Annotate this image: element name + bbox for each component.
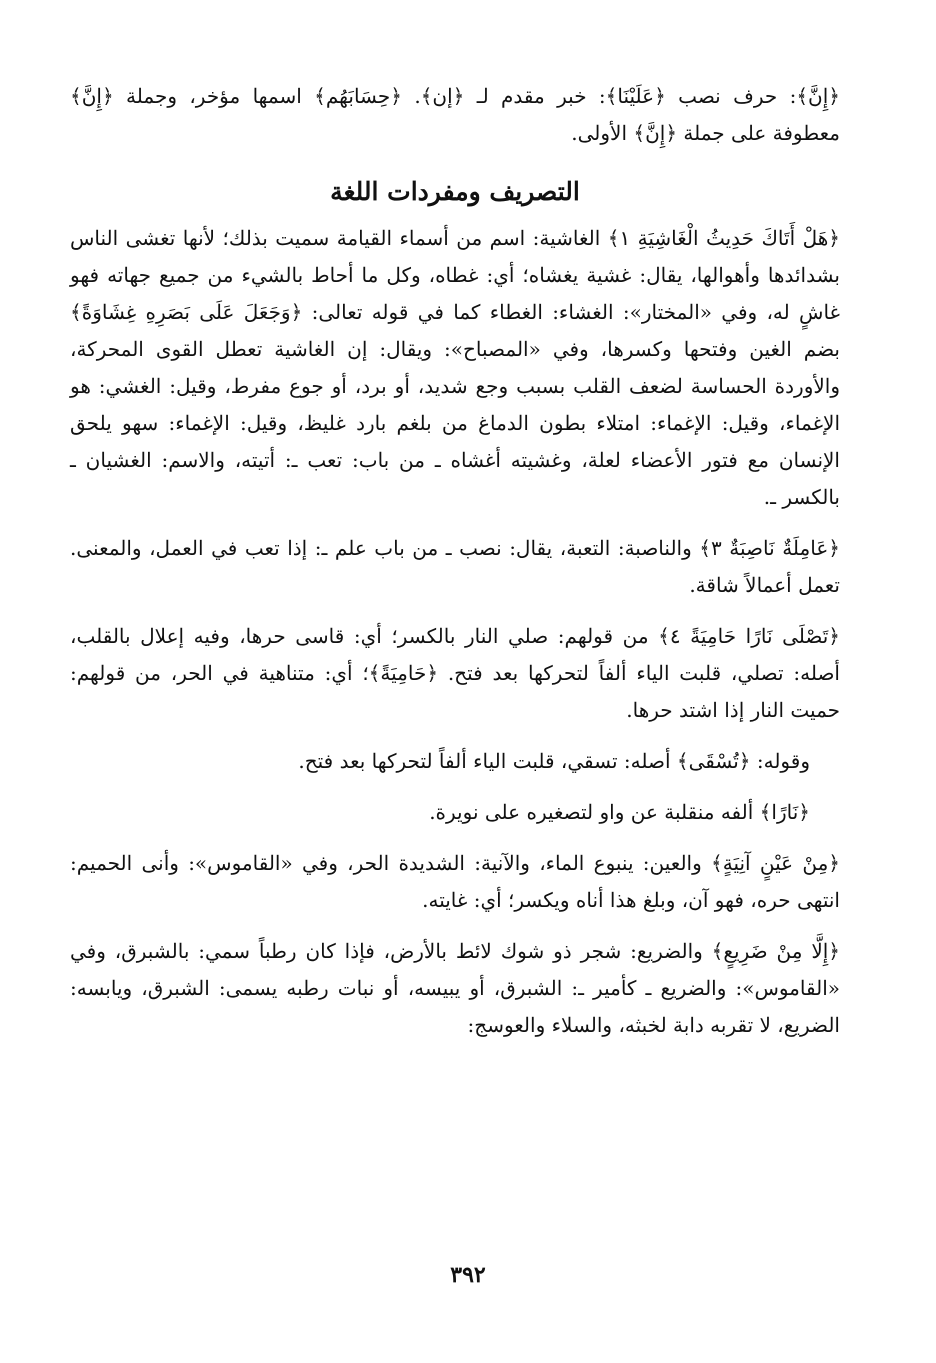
- paragraph-dari: ﴿إِلَّا مِنْ ضَرِيعٍ﴾ والضريع: شجر ذو شوك لائط بالأرض، فإذا كان رطباً سمي: بالشبرق، وفي «القاموس»: والضريع ـ كأمير ـ: الشبرق، أو يبيسه، أو نبات رطبه يسمى: الشبرق، ويابسه: الضريع، لا تقربه دابة لخبثه، والسلاء والعوسج:: [70, 939, 840, 1037]
- paragraph-ghashiya: ﴿هَلْ أَتَاكَ حَدِيثُ الْغَاشِيَةِ ١﴾ الغاشية: اسم من أسماء القيامة سميت بذلك؛ لأنها تغشى الناس بشدائدها وأهوالها، يقال: غشية يغشاه؛ أي: غطاه، وكل ما أحاط بالشيء من جميع جهاته فهو غاشٍ له، وفي «المختار»: الغشاء: الغطاء كما في قوله تعالى: ﴿وَجَعَلَ عَلَى بَصَرِهِ غِشَاوَةً﴾ بضم الغين وفتحها وكسرها، وفي «المصباح»: ويقال: إن الغاشية تعطل القوى المحركة، والأوردة الحساسة لضعف القلب بسبب وجع شديد، أو برد، أو جوع مفرط، وقيل: الغشي: هو الإغماء، وقيل: الإغماء: امتلاء بطون الدماغ من بلغم بارد غليظ، وقيل: الإغماء: سهو يلحق الإنسان مع فتور الأعضاء لعلة، وغشيته أغشاه ـ من باب: تعب ـ: أتيته، والاسم: الغشيان ـ بالكسر ـ.: [70, 226, 840, 509]
- paragraph-nasiba: ﴿عَامِلَةٌ نَاصِبَةٌ ٣﴾ والناصبة: التعبة، يقال: نصب ـ من باب علم ـ: إذا تعب في العمل، والمعنى. تعمل أعمالاً شاقة.: [70, 536, 840, 597]
- paragraph-ayn-aniya: ﴿مِنْ عَيْنٍ آنِيَةٍ﴾ والعين: ينبوع الماء، والآنية: الشديدة الحر، وفي «القاموس»: وأنى الحميم: انتهى حره، فهو آن، وبلغ هذا أناه ويكسر؛ أي: غايته.: [70, 851, 840, 912]
- page-number: ٣٩٢: [450, 1262, 486, 1288]
- paragraph-tusqa: وقوله: ﴿تُسْقَى﴾ أصله: تسقي، قلبت الياء ألفاً لتحركها بعد فتح.: [298, 749, 810, 773]
- paragraph-naran: ﴿نَارًا﴾ ألفه منقلبة عن واو لتصغيره على نويرة.: [429, 800, 810, 824]
- paragraph-tasla: ﴿تَصْلَى نَارًا حَامِيَةً ٤﴾ من قولهم: صلي النار بالكسر؛ أي: قاسى حرها، وفيه إعلال بالقلب، أصله: تصلي، قلبت الياء ألفاً لتحركها بعد فتح. ﴿حَامِيَةً﴾؛ أي: متناهية في الحر، من قولهم: حميت النار إذا اشتد حرها.: [70, 624, 840, 722]
- paragraph-inna-grammar: ﴿إِنَّ﴾: حرف نصب ﴿عَلَيْنَا﴾: خبر مقدم لـ ﴿إن﴾. ﴿حِسَابَهُم﴾ اسمها مؤخر، وجملة ﴿إِنَّ﴾ معطوفة على جملة ﴿إِنَّ﴾ الأولى.: [70, 84, 840, 145]
- section-heading: التصريف ومفردات اللغة: [330, 177, 580, 206]
